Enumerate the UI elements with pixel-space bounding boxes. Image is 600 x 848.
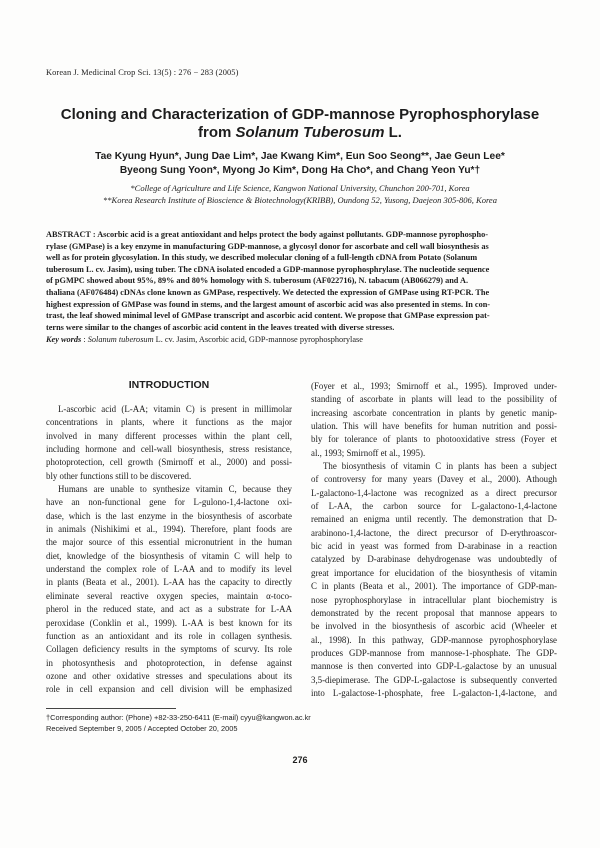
body-line: have an non-functional gene for L-gulono-1,4-lactone oxi- bbox=[46, 497, 292, 508]
keywords-species: Solanum tuberosum bbox=[87, 335, 154, 344]
body-line: into L-galactose-1-phosphate, free L-galacton-1,4-lactone, and bbox=[311, 687, 557, 698]
received-dates: Received September 9, 2005 / Accepted October 20, 2005 bbox=[46, 724, 238, 733]
body-line: The biosynthesis of vitamin C in plants has been a subject bbox=[323, 461, 557, 472]
footnote-rule bbox=[46, 708, 176, 709]
abstract-line: trast, the leaf showed minimal level of GMPase transcript and ascorbic acid content. We propose that GMPase expression pat- bbox=[46, 311, 490, 321]
title-line-2 bbox=[30, 124, 570, 142]
body-line: bly other functions still to be discovered. bbox=[46, 470, 192, 481]
body-line: ulation. This will have benefits for human nutrition and possi- bbox=[311, 421, 557, 432]
body-line: C in plants (Beata et al., 2001). The importance of GDP-man- bbox=[311, 581, 557, 592]
abstract-line: ABSTRACT : Ascorbic acid is a great antioxidant and helps protect the body against pollutants. GDP-mannose pyrophospho- bbox=[46, 230, 488, 239]
section-heading: INTRODUCTION bbox=[128, 379, 210, 391]
body-line: (Foyer et al., 1993; Smirnoff et al., 1995). Improved under- bbox=[311, 381, 557, 391]
abstract-line: tuberosum L. cv. Jasim), using tuber. The cDNA isolated encoded a GDP-mannose pyrophosphrylase. The nucleotide sequence bbox=[46, 264, 490, 274]
body-line: understand the complex role of L-AA and to modify its level bbox=[46, 564, 292, 575]
abstract-line: terns were similar to the changes of ascorbic acid content in the leaves treated with diverse stresses. bbox=[46, 322, 395, 332]
affiliation-2: **Korea Research Institute of Bioscience & Biotechnology(KRIBB), Oundong 52, Yusong, Daejeon 305-806, Korea bbox=[103, 194, 497, 205]
abstract bbox=[46, 229, 556, 333]
body-line: peroxidase (Conklin et al., 1999). L-AA is best known for its bbox=[46, 617, 292, 628]
paper-title bbox=[30, 106, 570, 142]
abstract-line: well as for protein glycosylation. In this study, we described molecular cloning of a full-length cDNA from Potato (Solanum bbox=[46, 253, 478, 263]
body-line: al., 1993; Smirnoff et al., 1995). bbox=[311, 447, 426, 458]
body-line: role in cell expansion and cell division will be emphasized bbox=[46, 684, 292, 695]
body-line: of controversy for many years (Davey et al., 2000). Athough bbox=[311, 474, 557, 485]
body-line: bly for tolerance of plants to photooxidative stress (Foyer et bbox=[311, 434, 557, 445]
body-line: the major source of this essential micronutrient in the human bbox=[46, 537, 292, 548]
body-line: of L-AA, the carbon source for L-galactono-1,4-lactone bbox=[311, 501, 557, 512]
abstract-line: of pGMPC showed about 95%, 89% and 80% homology with S. tuberosum (AF022716), N. tabacum (AB066279) and A. bbox=[46, 276, 469, 286]
authors-line-2: Byeong Sung Yoon*, Myong Jo Kim*, Dong Ha Cho*, and Chang Yeon Yu*† bbox=[119, 165, 481, 176]
body-line: bic acid in yeast was formed from D-arabinase in a reaction bbox=[311, 541, 557, 552]
body-line: mannose is then converted into GDP-L-galactose by an unusual bbox=[311, 661, 557, 672]
body-line: including hormone and cell-wall biosynthesis, stress resistance, bbox=[46, 444, 292, 455]
body-line: diet, knowledge of the biosynthesis of vitamin C will help to bbox=[46, 550, 292, 561]
body-line: catalyzed by D-arabinase dehydrogenase was undoubtedly of bbox=[311, 554, 557, 565]
body-line: L-galactono-1,4-lactone was recognized as a direct precursor bbox=[311, 487, 557, 498]
body-line: produces GDP-mannose from mannose-1-phosphate. The GDP- bbox=[311, 647, 557, 658]
journal-header: Korean J. Medicinal Crop Sci. 13(5) : 276 − 283 (2005) bbox=[46, 68, 239, 77]
keywords-separator: : bbox=[81, 335, 88, 344]
body-line: al., 1998). In this pathway, GDP-mannose pyrophosphorylase bbox=[311, 634, 557, 645]
body-line: eliminate several reactive oxygen species, maintain α-toco- bbox=[46, 590, 292, 601]
abstract-line: rylase (GMPase) is a key enzyme in manufacturing GDP-mannose, a glycosyl donor for ascorbate and cell wall biosynthesis as bbox=[46, 241, 489, 251]
author-list bbox=[30, 150, 570, 178]
body-line: in photosynthesis and photoprotection, in defense against bbox=[46, 657, 292, 668]
body-line: function as an antioxidant and its role in collagen synthesis. bbox=[46, 630, 292, 641]
keywords bbox=[46, 335, 556, 344]
body-line: increasing ascorbate concentration in plants by genetic manip- bbox=[311, 407, 557, 418]
affiliation-1: *College of Agriculture and Life Science, Kangwon National University, Chunchon 200-701, Korea bbox=[130, 183, 470, 193]
body-line: Humans are unable to synthesize vitamin C, because they bbox=[58, 484, 292, 495]
title-species: Solanum Tuberosum bbox=[235, 124, 385, 141]
affiliations bbox=[30, 183, 570, 206]
title-suffix: L. bbox=[384, 124, 402, 141]
body-line: be involved in the biosynthesis of ascorbic acid (Wheeler et bbox=[311, 621, 557, 632]
footnote bbox=[46, 712, 311, 734]
keywords-text: L. cv. Jasim, Ascorbic acid, GDP-mannose pyrophosphorylase bbox=[153, 335, 363, 344]
body-line: nose pyrophosphorylase in intracellular plant biochemistry is bbox=[311, 594, 557, 605]
body-line: ozone and other oxidative stresses and speculations about its bbox=[46, 670, 292, 681]
body-line: great importance for elucidation of the biosynthesis of vitamin bbox=[311, 567, 557, 578]
body-line: arabinono-1,4-lactone, the direct precursor of D-erythroascor- bbox=[311, 527, 557, 538]
page-number: 276 bbox=[292, 755, 308, 765]
title-line-1: Cloning and Characterization of GDP-mannose Pyrophosphorylase bbox=[60, 106, 540, 123]
body-line: in animals (Nishikimi et al., 1994). Therefore, plant foods are bbox=[46, 524, 292, 535]
body-line: in plants (Beata et al., 2001). L-AA has the capacity to directly bbox=[46, 577, 292, 588]
body-line: concentrations in plants, where it functions as the major bbox=[46, 417, 292, 428]
body-line: remained an enigma until recently. The demonstration that D- bbox=[311, 514, 557, 525]
keywords-label: Key words bbox=[46, 335, 82, 344]
body-line: involved in many different processes within the plant cell, bbox=[46, 430, 292, 441]
body-line: demonstrated by the recent proposal that mannose appears to bbox=[311, 607, 557, 618]
corresponding-author: †Corresponding author: (Phone) +82-33-250-6411 (E-mail) cyyu@kangwon.ac.kr bbox=[46, 713, 311, 722]
body-line: L-ascorbic acid (L-AA; vitamin C) is present in millimolar bbox=[58, 404, 292, 414]
title-prefix: from bbox=[198, 124, 236, 141]
body-line: standing of ascorbate in plants will lead to the possibility of bbox=[311, 394, 557, 405]
right-column bbox=[311, 380, 557, 700]
body-line: Collagen deficiency results in the symptoms of scurvy. Its role bbox=[46, 644, 292, 655]
body-line: 3,5-diepimerase. The GDP-L-galactose is subsequently converted bbox=[311, 674, 557, 685]
body-line: pherol in the reduced state, and act as a substrate for L-AA bbox=[46, 604, 292, 615]
abstract-line: highest expression of GMPase was found in stems, and the largest amount of ascorbic acid was also presented in stems. In con- bbox=[46, 299, 491, 309]
authors-line-1: Tae Kyung Hyun*, Jung Dae Lim*, Jae Kwang Kim*, Eun Soo Seong**, Jae Geun Lee* bbox=[95, 151, 505, 162]
abstract-line: thaliana (AF076484) cDNAs clone known as GMPase, respectively. We detected the expression of GMPase using RT-PCR. The bbox=[46, 287, 490, 297]
body-line: dase, which is the last enzyme in the biosynthesis of ascorbate bbox=[46, 510, 292, 521]
left-column bbox=[46, 403, 292, 697]
body-line: photoprotection, cell growth (Smirnoff et al., 2000) and possi- bbox=[46, 457, 292, 468]
